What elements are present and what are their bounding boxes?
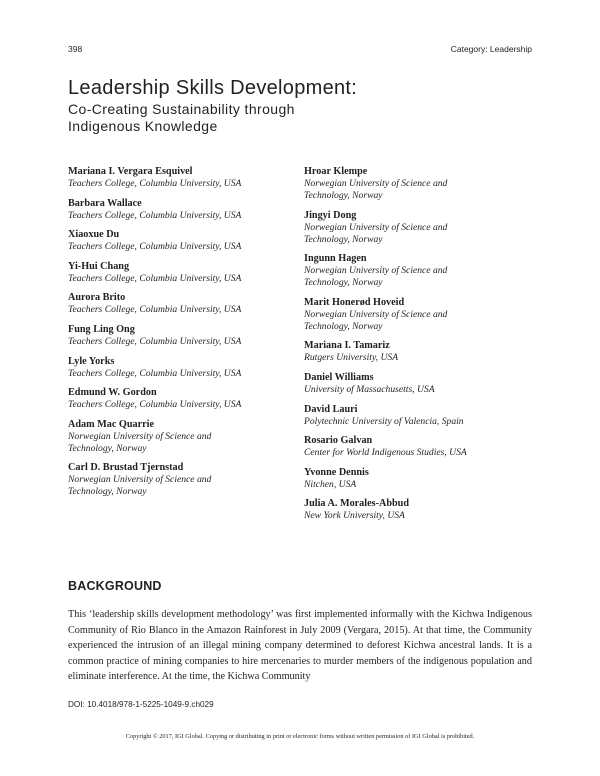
author-affiliation: Teachers College, Columbia University, USA (68, 335, 242, 347)
author-affiliation: Technology, Norway (304, 320, 383, 332)
author-name: Yvonne Dennis (304, 466, 369, 478)
author-name: Mariana I. Tamariz (304, 340, 390, 352)
author-entry (68, 356, 308, 380)
author-entry (68, 387, 308, 411)
author-entry (304, 404, 544, 428)
author-name: Daniel Williams (304, 371, 374, 383)
author-entry (68, 166, 308, 190)
author-affiliation: Technology, Norway (304, 190, 383, 201)
author-entry (304, 340, 544, 364)
author-name: Adam Mac Quarrie (68, 418, 155, 430)
author-list-left (68, 166, 308, 506)
author-entry (68, 229, 308, 253)
author-affiliation: University of Massachusetts, USA (304, 383, 435, 395)
author-affiliation: Norwegian University of Science and (68, 430, 212, 442)
author-name: Barbara Wallace (68, 197, 142, 209)
author-name: Rosario Galvan (304, 435, 373, 447)
author-name: Jingyi Dong (304, 209, 357, 221)
author-entry (304, 210, 544, 246)
author-entry (304, 498, 544, 522)
author-affiliation: Center for World Indigenous Studies, USA (304, 447, 467, 459)
author-name: Edmund W. Gordon (68, 387, 157, 399)
subtitle-line: Indigenous Knowledge (68, 118, 218, 134)
author-affiliation: Nitchen, USA (304, 478, 357, 490)
author-affiliation: Polytechnic University of Valencia, Spain (304, 415, 464, 427)
subtitle-line: Co-Creating Sustainability through (68, 101, 295, 117)
author-name: Carl D. Brustad Tjernstad (68, 462, 184, 474)
author-affiliation: Rutgers University, USA (304, 352, 399, 364)
author-affiliation: Norwegian University of Science and (304, 308, 448, 320)
author-affiliation: Technology, Norway (68, 486, 147, 498)
author-affiliation: Norwegian University of Science and (304, 221, 448, 233)
paper-subtitle (68, 101, 295, 135)
author-affiliation: New York University, USA (304, 510, 405, 522)
author-affiliation: Technology, Norway (304, 277, 383, 289)
doi: DOI: 10.4018/978-1-5225-1049-9.ch029 (68, 700, 214, 709)
author-affiliation: Technology, Norway (68, 442, 147, 454)
author-affiliation: Norwegian University of Science and (304, 265, 448, 277)
author-affiliation: Teachers College, Columbia University, USA (68, 241, 242, 253)
author-affiliation: Teachers College, Columbia University, USA (68, 178, 242, 189)
author-entry (304, 467, 544, 491)
author-name: Mariana I. Vergara Esquivel (68, 166, 193, 177)
author-entry (68, 198, 308, 222)
author-affiliation: Technology, Norway (304, 233, 383, 245)
author-entry (304, 435, 544, 459)
category-label: Category: Leadership (450, 44, 532, 54)
author-entry (304, 372, 544, 396)
author-entry (68, 292, 308, 316)
author-entry (68, 261, 308, 285)
author-entry (304, 166, 544, 202)
author-name: Julia A. Morales-Abbud (304, 498, 410, 510)
author-name: Fung Ling Ong (68, 323, 135, 335)
author-name: Marit Honerød Hoveid (304, 296, 405, 308)
author-affiliation: Teachers College, Columbia University, USA (68, 209, 242, 221)
author-name: Hroar Klempe (304, 166, 368, 177)
author-entry (68, 419, 308, 455)
author-name: Aurora Brito (68, 292, 126, 304)
author-name: Lyle Yorks (68, 355, 115, 367)
author-name: Yi-Hui Chang (68, 260, 130, 272)
author-affiliation: Teachers College, Columbia University, USA (68, 367, 242, 379)
author-entry (68, 462, 308, 498)
author-affiliation: Teachers College, Columbia University, USA (68, 272, 242, 284)
author-entry (304, 253, 544, 289)
author-name: Xiaoxue Du (68, 229, 120, 241)
author-list-right (304, 166, 544, 530)
author-entry (68, 324, 308, 348)
author-affiliation: Norwegian University of Science and (68, 474, 212, 486)
author-entry (304, 297, 544, 333)
section-heading: BACKGROUND (68, 579, 162, 593)
author-affiliation: Teachers College, Columbia University, USA (68, 399, 242, 411)
author-name: David Lauri (304, 403, 358, 415)
author-affiliation: Teachers College, Columbia University, USA (68, 304, 242, 316)
copyright-notice: Copyright © 2017, IGI Global. Copying or distributing in print or electronic forms without written permission of IGI Global is prohibited. (125, 733, 475, 740)
page-number: 398 (68, 44, 83, 54)
body-paragraph: This ‘leadership skills development methodology’ was first implemented informally with the Kichwa Indigenous Community of Rio Blanco in the Amazon Rainforest in July 2009 (Vergara, 2015). At that time, the Community experienced the intrusion of an illegal mining company determined to deforest Kichwa ancestral lands. It is a common practice of mining companies to hire mercenaries to murder members of the indigenous population and eliminate interference. At the time, the Kichwa Community (68, 609, 532, 683)
paper-title: Leadership Skills Development: (68, 77, 358, 99)
author-affiliation: Norwegian University of Science and (304, 178, 448, 189)
author-name: Ingunn Hagen (304, 253, 367, 265)
